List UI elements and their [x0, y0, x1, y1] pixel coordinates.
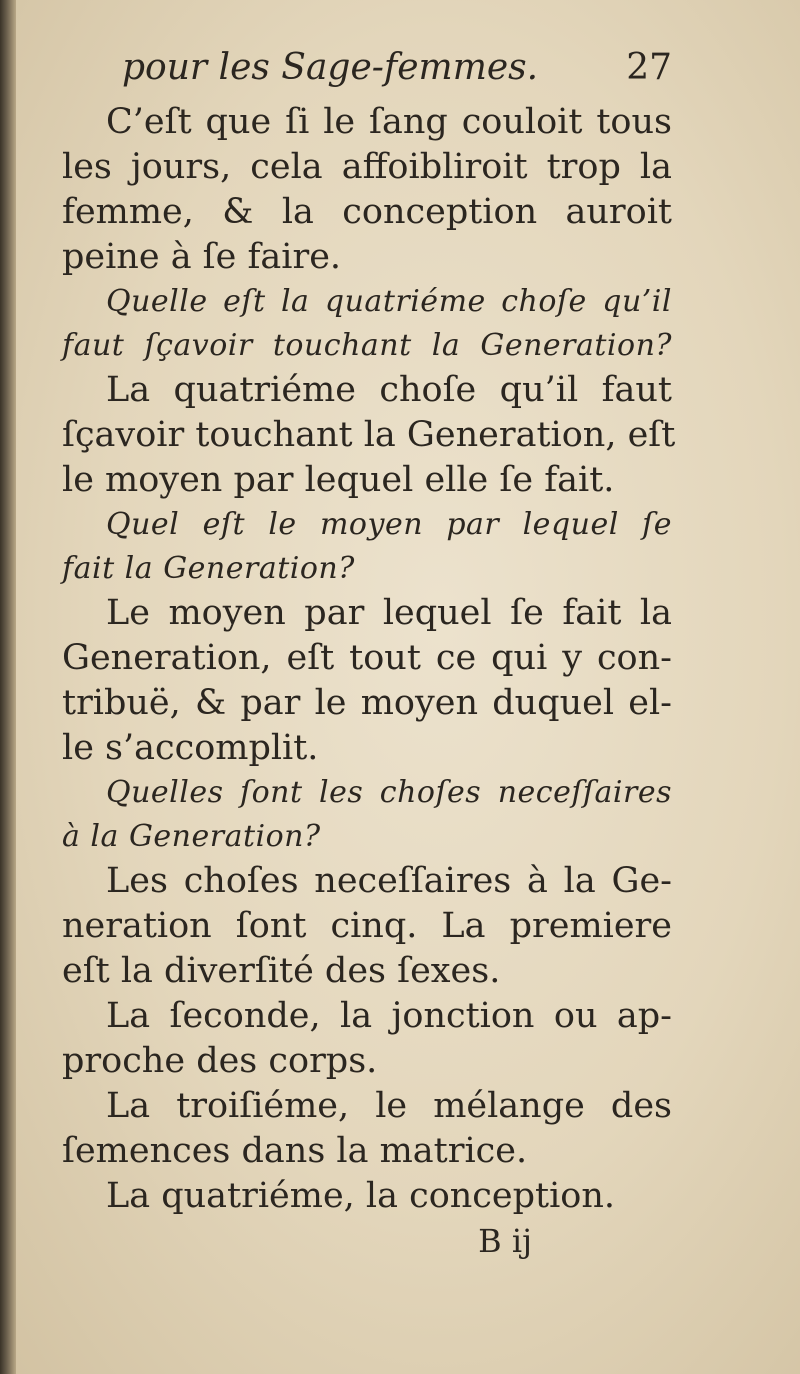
signature-mark: B ij: [478, 1222, 532, 1260]
question-paragraph: [62, 280, 672, 368]
text-line: eſt la diverſité des ſexes.: [62, 951, 501, 991]
page-header: [62, 36, 672, 100]
question-line: faut ſçavoir touchant la Generation?: [62, 328, 672, 363]
text-line: femme, & la conception auroit: [62, 192, 672, 232]
text-block: [62, 36, 676, 1261]
text-line: ſemences dans la matrice.: [62, 1131, 528, 1171]
text-line: neration ſont cinq. La premiere: [62, 906, 672, 946]
answer-paragraph: [62, 368, 676, 503]
text-line: C’eſt que ſi le ſang couloit tous: [106, 102, 672, 142]
text-line: Generation, eſt tout ce qui y con-: [62, 638, 672, 678]
question-line: Quelle eſt la quatriéme choſe qu’il: [106, 284, 672, 319]
text-line: Le moyen par lequel ſe fait la: [106, 593, 672, 633]
question-line: fait la Generation?: [62, 551, 355, 586]
question-paragraph: [62, 771, 672, 859]
answer-paragraph: [62, 1084, 672, 1174]
binding-gutter: [0, 0, 16, 1374]
text-line: le moyen par lequel elle ſe fait.: [62, 460, 615, 500]
page-number: 27: [626, 47, 672, 88]
text-line: les jours, cela affoibliroit trop la: [62, 147, 672, 187]
text-line: La troiſiéme, le mélange des: [106, 1086, 672, 1126]
question-line: Quel eſt le moyen par lequel ſe: [106, 507, 672, 542]
text-line: le s’accomplit.: [62, 728, 319, 768]
text-line: Les choſes neceſſaires à la Ge-: [106, 861, 672, 901]
question-paragraph: [62, 503, 672, 591]
answer-paragraph: [62, 994, 672, 1084]
running-title: pour les Sage-femmes.: [122, 47, 539, 88]
text-line: ſçavoir touchant la Generation, eſt: [62, 415, 676, 455]
text-line: peine à ſe faire.: [62, 237, 342, 277]
answer-paragraph: [62, 859, 672, 994]
answer-paragraph: [62, 1174, 672, 1219]
answer-paragraph: [62, 100, 672, 280]
text-line: La ſeconde, la jonction ou ap-: [106, 996, 672, 1036]
text-line: proche des corps.: [62, 1041, 378, 1081]
question-line: à la Generation?: [62, 819, 321, 854]
question-line: Quelles ſont les choſes neceſſaires: [106, 775, 672, 810]
text-line: La quatriéme choſe qu’il faut: [106, 370, 672, 410]
text-line: tribuë, & par le moyen duquel el-: [62, 683, 672, 723]
answer-paragraph: [62, 591, 672, 771]
text-line: La quatriéme, la conception.: [106, 1176, 616, 1216]
